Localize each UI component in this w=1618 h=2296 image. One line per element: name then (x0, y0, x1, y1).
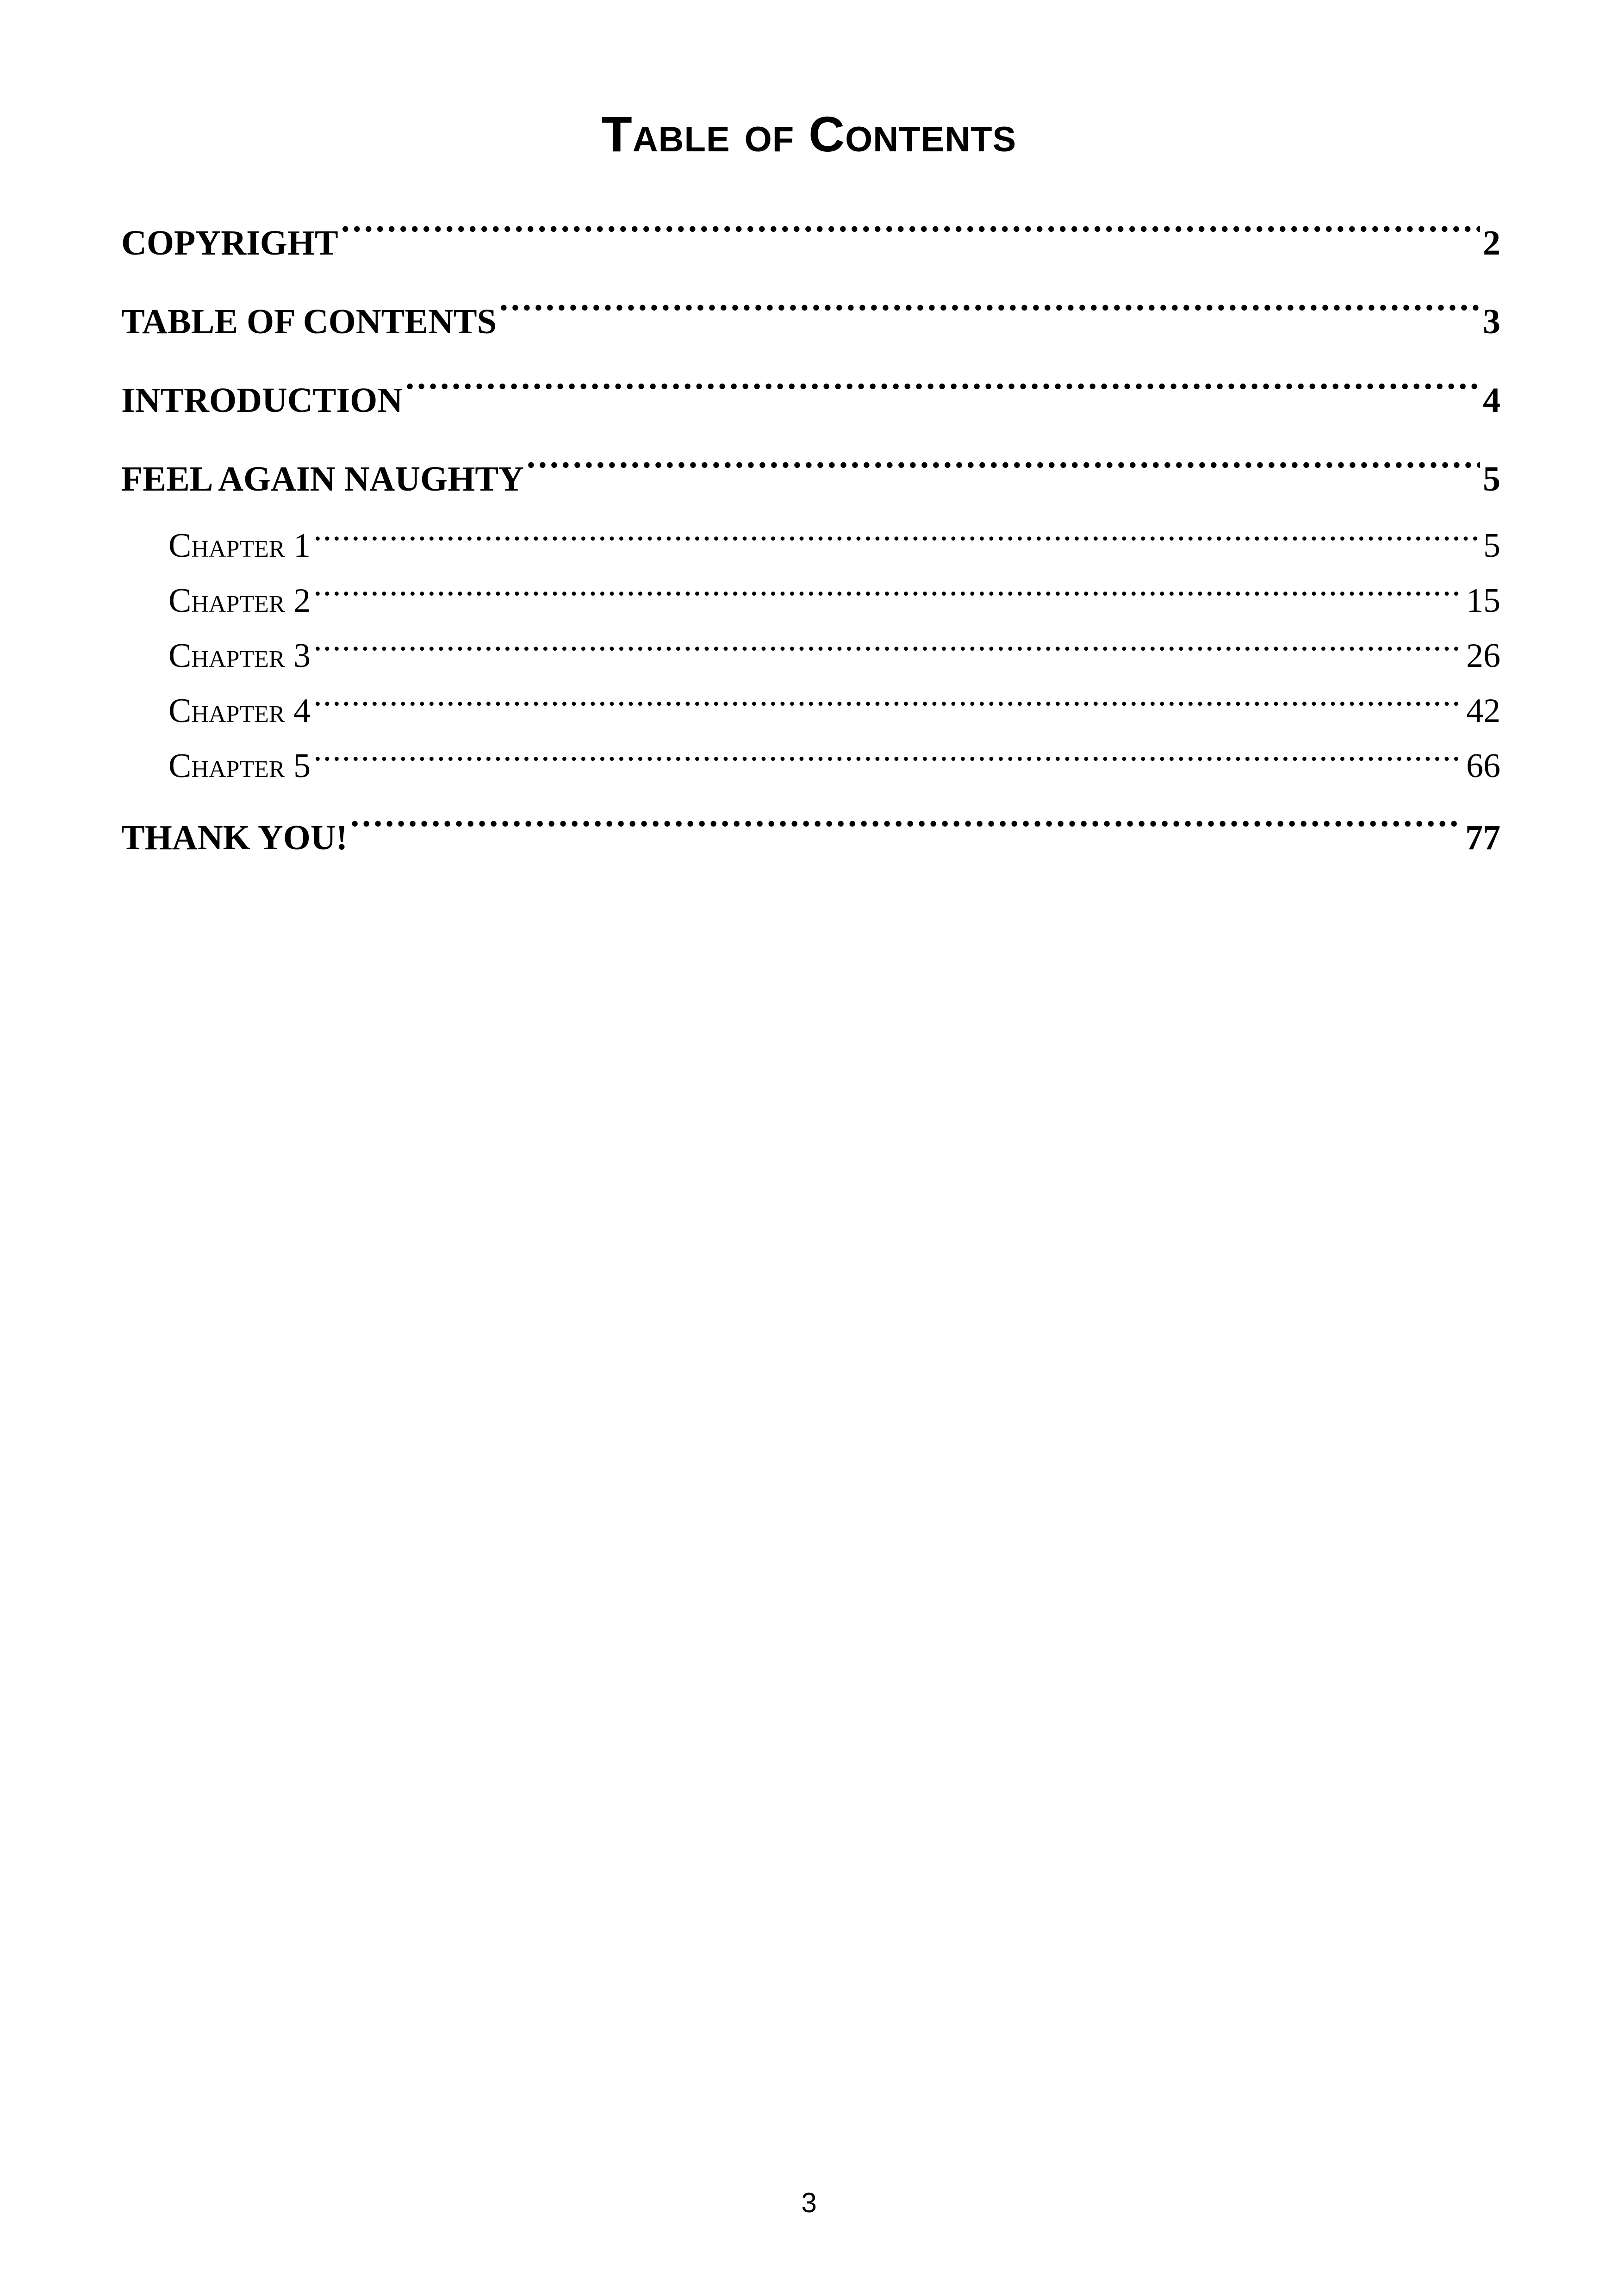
toc-entry-page: 77 (1465, 818, 1500, 857)
toc-entry-chapter-4[interactable] (121, 684, 1500, 739)
toc-entry-copyright[interactable] (121, 208, 1500, 287)
toc-dot-leader (313, 688, 1463, 722)
toc-entry-label: TABLE OF CONTENTS (121, 302, 497, 341)
toc-entry-page: 5 (1483, 527, 1500, 565)
toc-dot-leader (313, 743, 1463, 777)
toc-entry-label: FEEL AGAIN NAUGHTY (121, 460, 524, 498)
toc-entry-page: 2 (1483, 224, 1500, 262)
page-title: Table of Contents (601, 106, 1017, 162)
toc-dot-leader (313, 523, 1481, 557)
toc-entry-table-of-contents[interactable] (121, 287, 1500, 366)
toc-entry-page: 66 (1466, 747, 1500, 785)
toc-dot-leader (341, 219, 1480, 255)
toc-entry-label: Chapter 2 (168, 582, 311, 620)
toc-entry-chapter-3[interactable] (121, 628, 1500, 684)
toc-entry-label: Chapter 4 (168, 692, 311, 730)
toc-entry-chapter-5[interactable] (121, 739, 1500, 794)
toc-entry-introduction[interactable] (121, 366, 1500, 444)
toc-entry-page: 3 (1483, 302, 1500, 341)
toc-entry-label: INTRODUCTION (121, 381, 403, 420)
toc-entry-label: Chapter 1 (168, 527, 311, 565)
toc-entry-thank-you[interactable] (121, 803, 1500, 882)
toc-dot-leader (313, 633, 1463, 667)
toc-entry-label: COPYRIGHT (121, 224, 338, 262)
toc-entry-label: Chapter 3 (168, 637, 311, 675)
toc-entry-label: THANK YOU! (121, 818, 348, 857)
toc-entry-chapter-2[interactable] (121, 573, 1500, 628)
toc-entry-page: 5 (1483, 460, 1500, 498)
toc-dot-leader (350, 814, 1462, 849)
page-number: 3 (801, 2187, 817, 2218)
toc-dot-leader (313, 578, 1463, 612)
toc-entry-page: 15 (1466, 582, 1500, 620)
toc-entry-feel-again-naughty[interactable] (121, 444, 1500, 523)
toc-entry-chapter-1[interactable] (121, 518, 1500, 573)
toc-entry-page: 42 (1466, 692, 1500, 730)
table-of-contents (121, 208, 1500, 882)
toc-entry-page: 4 (1483, 381, 1500, 420)
toc-entry-page: 26 (1466, 637, 1500, 675)
toc-dot-leader (499, 298, 1480, 333)
toc-dot-leader (527, 455, 1480, 491)
toc-dot-leader (405, 377, 1480, 412)
toc-entry-label: Chapter 5 (168, 747, 311, 785)
